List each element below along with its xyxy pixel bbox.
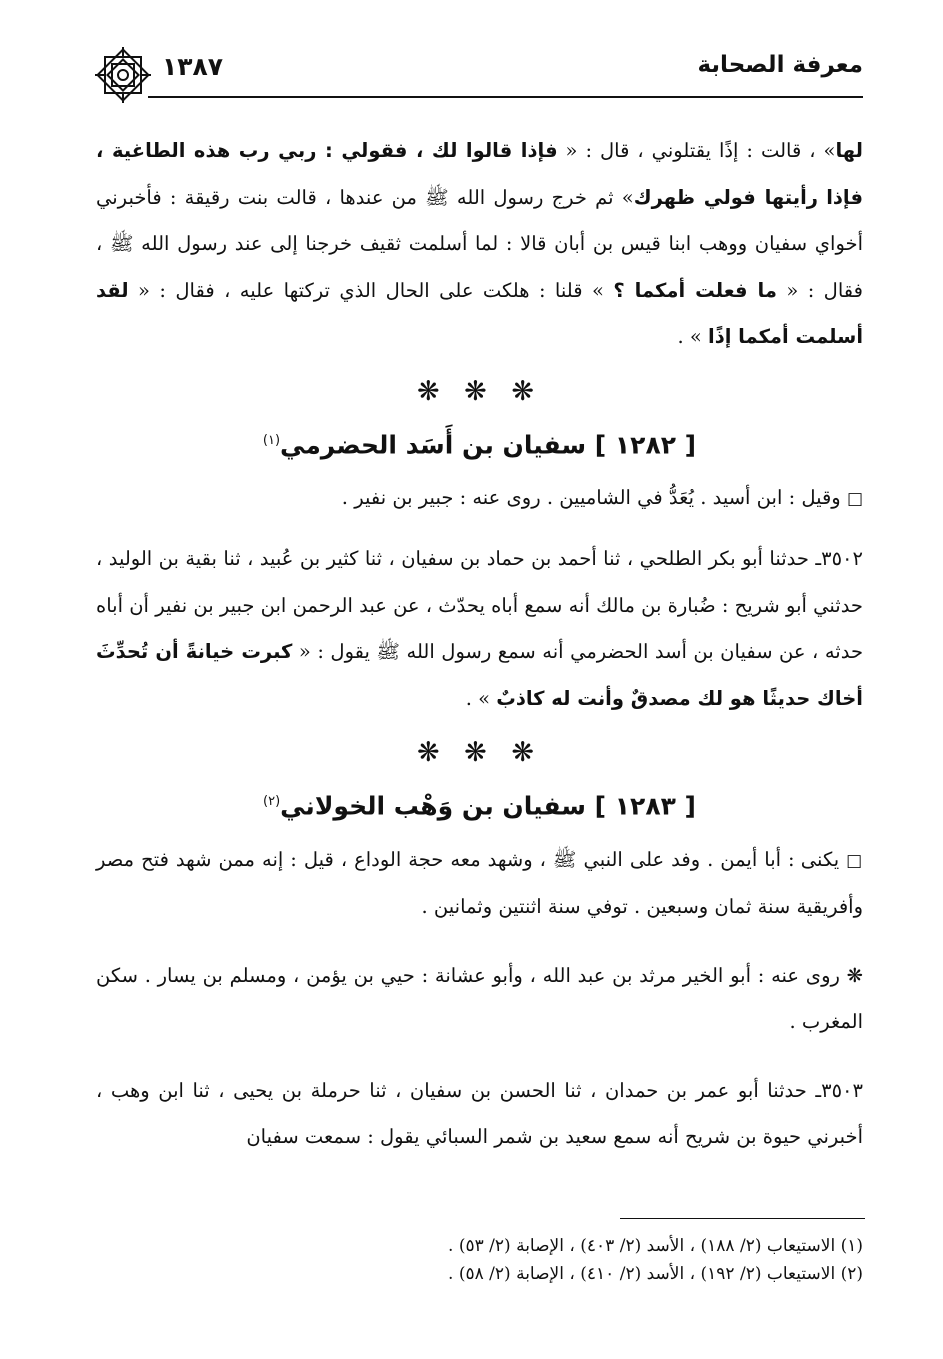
footnotes (96, 1232, 863, 1288)
entry-heading-1282 (96, 421, 863, 465)
bold-quote: فإذا قالوا لك ، فقولي : ربي رب هذه الطاغية ، فإذا (96, 139, 863, 209)
entry-name: سفيان بن وَهْب الخولاني (280, 791, 586, 821)
isnad-text: ٣٥٠٣ـ حدثنا أبو عمر بن حمدان ، ثنا الحسن بن سفيان ، ثنا حرملة بن يحيى ، ثنا ابن وهب ، أخبرني حيوة بن شريح أنه سمع سعيد بن شمر السبائي يقول : سمعت سفيان (96, 1078, 863, 1149)
entry-intro (96, 837, 863, 931)
text-run: » . (465, 686, 497, 710)
section-divider-stars: ❋ ❋ ❋ (416, 737, 543, 769)
running-title: معرفة الصحابة (697, 52, 863, 78)
section-divider-stars: ❋ ❋ ❋ (416, 375, 543, 407)
header-rule (148, 96, 863, 98)
box-marker: □ (846, 850, 864, 871)
narrators-paragraph (96, 953, 863, 1046)
entry-bracket: [ (675, 429, 697, 459)
box-marker: □ (846, 488, 863, 509)
text-run: » ، قالت : إذًا يقتلوني ، قال : « (557, 139, 836, 162)
entry-bracket: ] (594, 429, 615, 459)
entry-heading-1283 (96, 782, 863, 826)
narrators-text: روى عنه : أبو الخير مرثد بن عبد الله ، وأبو عشانة : حيي بن يؤمن ، ومسلم بن يسار . سكن المغرب . (96, 963, 863, 1034)
footnote-marker: (٢) (263, 794, 281, 810)
star-ornament-icon (92, 44, 154, 106)
entry-bracket: ] (594, 791, 615, 821)
hadith-3503 (96, 1068, 863, 1161)
footnote-rule (620, 1218, 865, 1219)
bold-quote: ما فعلت أمكما ؟ (613, 278, 777, 302)
page-body (96, 128, 863, 1161)
page-number: ١٣٨٧ (162, 52, 224, 81)
footnote-marker: (١) (262, 432, 281, 448)
page-header (92, 44, 863, 96)
intro-text: وقيل : ابن أسيد . يُعَدُّ في الشاميين . روى عنه : جبير بن نفير . (341, 485, 841, 509)
isnad-text: ٣٥٠٢ـ حدثنا أبو بكر الطلحي ، ثنا أحمد بن حماد بن سفيان ، ثنا كثير بن عُبيد ، ثنا بقية بن الوليد ، حدثني أبو شريح : ضُبارة بن مالك أنه سمع أباه يحدّث ، عن عبد الرحمن ابن جبير بن نفير أن أباه حدثه ، عن سفيان بن أسد الحضرمي أنه سمع رسول الله ﷺ يقول : « (96, 547, 863, 664)
paragraph-continuation (96, 128, 863, 361)
text-run: » . (677, 325, 709, 348)
text-run: » ثم خرج رسول الله ﷺ من عندها ، قالت بنت رقيقة : فأخبرني أخواي سفيان ووهب ابنا قيس بن أبان قالا : لما أسلمت ثقيف خرجنا إلى عند رسول الله ﷺ ، فقال : « (96, 185, 863, 302)
bold-quote: كبرت خيانةً أن تُحدِّثَ أخاك حديثًا هو لك مصدقٌ وأنت له كاذبٌ (96, 640, 863, 710)
star-marker: ❋ (846, 963, 863, 987)
intro-text: يكنى : أبا أيمن . وفد على النبي ﷺ ، وشهد معه حجة الوداع ، قيل : إنه ممن شهد فتح مصر وأفريقية سنة ثمان وسبعين . توفي سنة اثنتين وثمانين . (96, 847, 863, 919)
entry-number: ١٢٨٢ (614, 429, 676, 459)
bold-quote: لها (835, 139, 863, 162)
footnote-1: (١) الاستيعاب (٢/ ١٨٨) ، الأسد (٢/ ٤٠٣) ، الإصابة (٢/ ٥٣) . (448, 1236, 863, 1256)
entry-number: ١٢٨٣ (614, 791, 676, 821)
entry-bracket: [ (675, 791, 696, 821)
bold-quote: لقد أسلمت أمكما إذًا (96, 278, 863, 348)
entry-intro (96, 475, 863, 523)
hadith-3502 (96, 536, 863, 722)
text-run: » قلنا : هلكت على الحال الذي تركتها عليه ، فقال : « (128, 278, 614, 302)
bold-quote: رأيتها فولي ظهرك (633, 185, 818, 209)
entry-name: سفيان بن أَسَد الحضرمي (280, 429, 587, 459)
footnote-2: (٢) الاستيعاب (٢/ ١٩٢) ، الأسد (٢/ ٤١٠) ، الإصابة (٢/ ٥٨) . (448, 1264, 863, 1284)
